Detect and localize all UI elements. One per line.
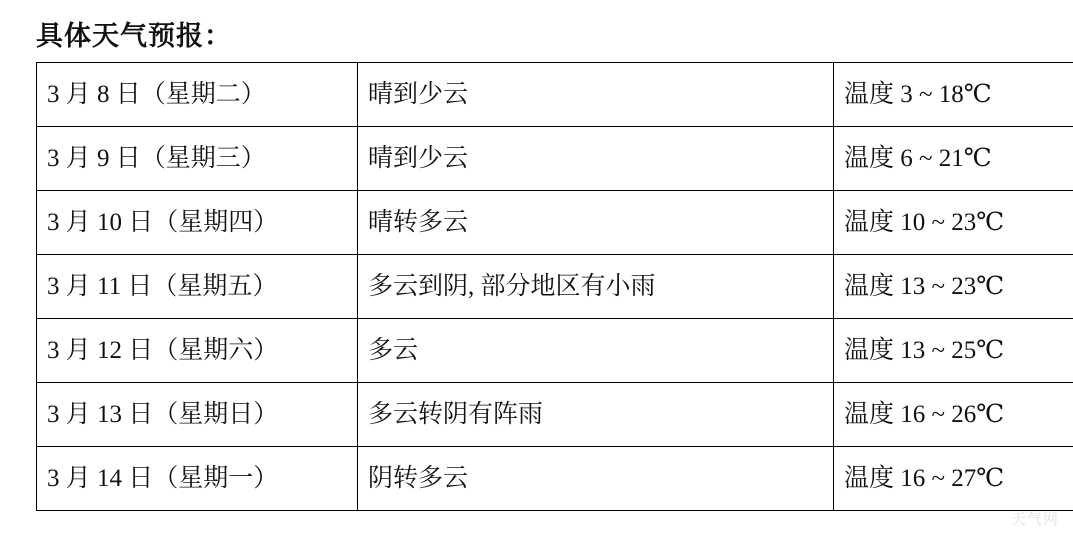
cell-condition: 多云 <box>358 319 834 383</box>
table-body <box>37 63 1073 511</box>
cell-date: 3 月 14 日（星期一） <box>37 447 358 511</box>
cell-date: 3 月 9 日（星期三） <box>37 127 358 191</box>
table-row <box>37 191 1073 255</box>
table-row <box>37 383 1073 447</box>
table-row <box>37 319 1073 383</box>
cell-condition: 多云到阴, 部分地区有小雨 <box>358 255 834 319</box>
cell-condition: 阴转多云 <box>358 447 834 511</box>
table-row <box>37 127 1073 191</box>
cell-condition: 多云转阴有阵雨 <box>358 383 834 447</box>
cell-date: 3 月 12 日（星期六） <box>37 319 358 383</box>
cell-condition: 晴到少云 <box>358 63 834 127</box>
cell-temperature: 温度 13 ~ 23℃ <box>834 255 1073 319</box>
watermark: 天气网 <box>1010 511 1059 528</box>
cell-temperature: 温度 16 ~ 26℃ <box>834 383 1073 447</box>
cell-date: 3 月 8 日（星期二） <box>37 63 358 127</box>
cell-temperature: 温度 13 ~ 25℃ <box>834 319 1073 383</box>
cell-temperature: 温度 16 ~ 27℃ <box>834 447 1073 511</box>
cell-date: 3 月 10 日（星期四） <box>37 191 358 255</box>
table-row <box>37 255 1073 319</box>
table-row <box>37 63 1073 127</box>
cell-temperature: 温度 3 ~ 18℃ <box>834 63 1073 127</box>
cell-temperature: 温度 10 ~ 23℃ <box>834 191 1073 255</box>
page-title: 具体天气预报： <box>36 21 232 51</box>
cell-temperature: 温度 6 ~ 21℃ <box>834 127 1073 191</box>
cell-date: 3 月 13 日（星期日） <box>37 383 358 447</box>
cell-condition: 晴转多云 <box>358 191 834 255</box>
cell-condition: 晴到少云 <box>358 127 834 191</box>
table-row <box>37 447 1073 511</box>
weather-forecast-table <box>36 62 1073 511</box>
cell-date: 3 月 11 日（星期五） <box>37 255 358 319</box>
